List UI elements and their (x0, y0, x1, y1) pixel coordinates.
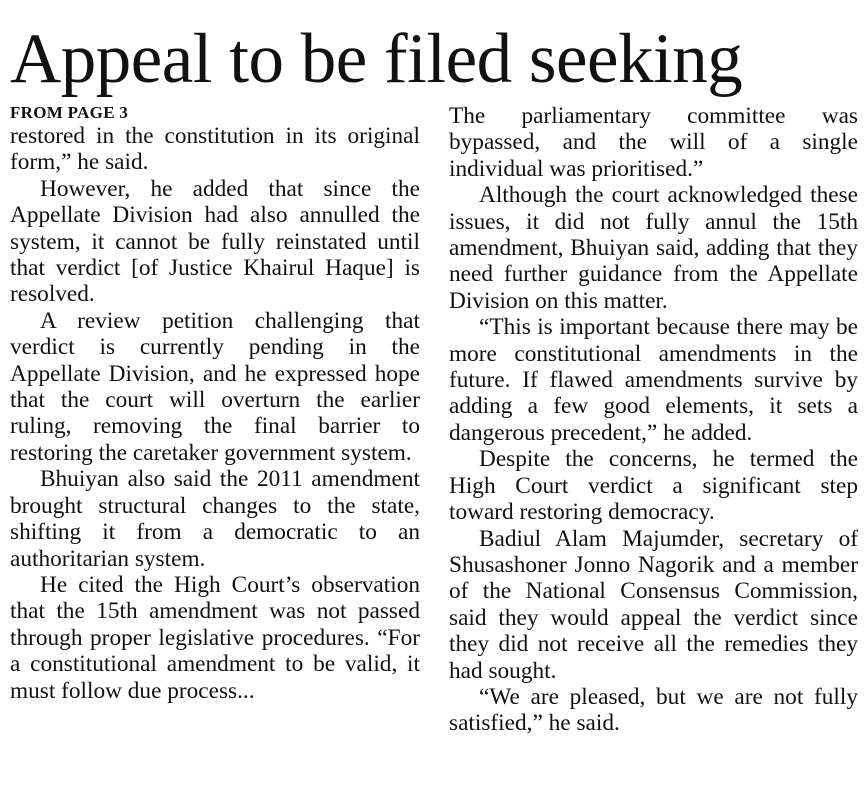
paragraph: A review petition challenging that verdict is currently pending in the Appellate Division, and he expressed hope that the court will overturn the earlier ruling, removing the final barrier to restoring the caretaker government system. (10, 307, 420, 466)
article-column-left (10, 103, 420, 704)
paragraph: He cited the High Court’s observation that the 15th amendment was not passed through proper legislative procedures. “For a constitutional amendment to be valid, it must follow due process... (10, 571, 420, 704)
paragraph: The parliamentary committee was bypassed, and the will of a single individual was prioritised.” (449, 103, 858, 182)
paragraph: “We are pleased, but we are not fully satisfied,” he said. (449, 683, 858, 737)
paragraph: restored in the constitution in its original form,” he said. (10, 123, 420, 176)
paragraph: Despite the concerns, he termed the High Court verdict a significant step toward restoring democracy. (449, 446, 858, 526)
paragraph: However, he added that since the Appellate Division had also annulled the system, it cannot be fully reinstated until that verdict [of Justice Khairul Haque] is resolved. (10, 175, 420, 308)
paragraph: Although the court acknowledged these issues, it did not fully annul the 15th amendment, Bhuiyan said, adding that they need further guidance from the Appellate Division on this matter. (449, 182, 858, 314)
article-column-right (449, 103, 858, 737)
article-headline: Appeal to be filed seeking (10, 20, 743, 98)
paragraph: Badiul Alam Majumder, secretary of Shusashoner Jonno Nagorik and a member of the National Consensus Commission, said they would appeal the verdict since they did not receive all the remedies they had sought. (449, 525, 858, 684)
paragraph: “This is important because there may be more constitutional amendments in the future. If flawed amendments survive by adding a few good elements, it sets a dangerous precedent,” he added. (449, 314, 858, 446)
jump-kicker: FROM PAGE 3 (10, 103, 129, 122)
paragraph: Bhuiyan also said the 2011 amendment brought structural changes to the state, shifting it from a democratic to an authoritarian system. (10, 466, 420, 572)
